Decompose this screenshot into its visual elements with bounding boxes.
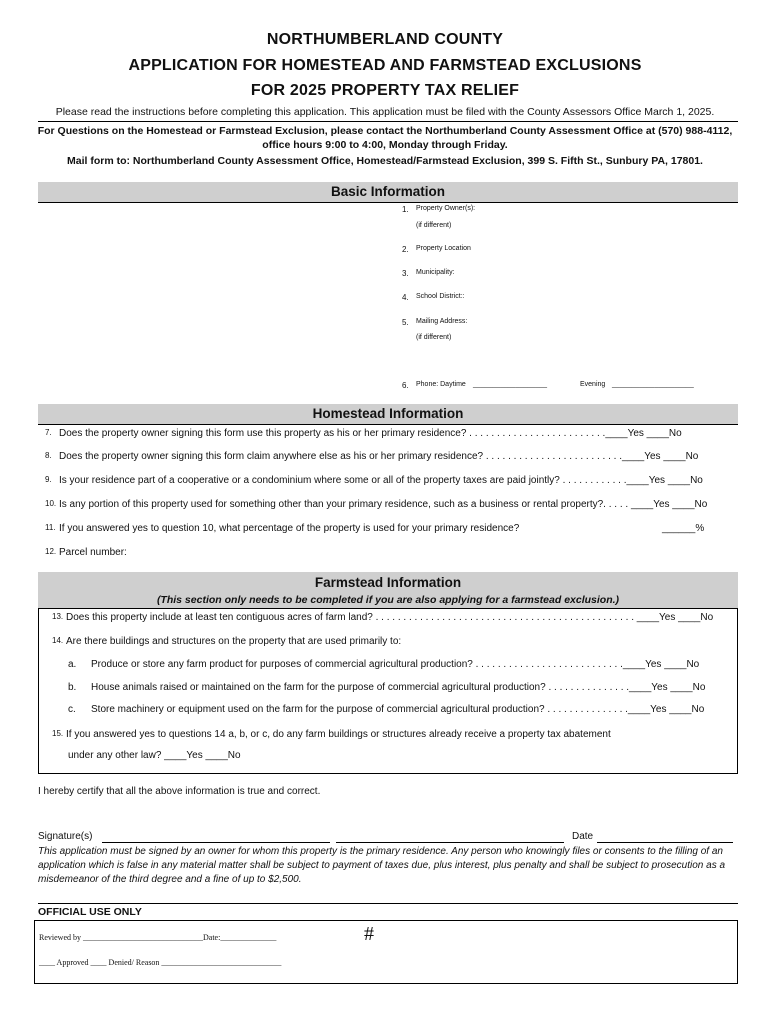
q11-percent-blank[interactable]: ______% <box>662 523 705 534</box>
municipality-label: Municipality: <box>416 269 455 276</box>
basic-num-2: 2. <box>402 245 409 254</box>
basic-num-6: 6. <box>402 381 409 390</box>
title-application: APPLICATION FOR HOMESTEAD AND FARMSTEAD EXCLUSIONS <box>128 57 642 74</box>
reviewed-by-line: Reviewed by ______________________________Date:______________ <box>39 933 277 942</box>
signature-legal-note: This application must be signed by an owner for whom this property is the primary residence. Any person who knowingly files or consents to the filling of an application which is false in any material matter shall be subject to payment of taxes due, plus interest, plus penalty and shall be subject to prosecution as a misdemeanor of the third degree and a fine of up to $2,500. <box>38 846 726 885</box>
q11-num: 11. <box>45 523 56 532</box>
divider <box>38 903 738 904</box>
mailing-address-label: Mailing Address: <box>416 318 468 325</box>
q8-text: Does the property owner signing this form claim anywhere else as his or her primary residence? . . . . . . . . . . . . . . . . . . . . . . . . .____Yes ____No <box>59 451 699 462</box>
basic-num-3: 3. <box>402 269 409 278</box>
phone-evening-label: Evening <box>580 381 606 388</box>
divider <box>38 424 738 425</box>
contact-line-1: For Questions on the Homestead or Farmstead Exclusion, please contact the Northumberland County Assessment Office at (570) 988-4112, <box>37 125 733 137</box>
q15-text-line2: under any other law? ____Yes ____No <box>68 750 241 761</box>
divider <box>38 202 738 203</box>
q14c-text: Store machinery or equipment used on the farm for the purpose of commercial agricultural production? . . . . . . . . . . . . . . .____Yes ____No <box>91 704 705 715</box>
property-owner-sub: (if different) <box>416 222 452 229</box>
q9-num: 9. <box>45 475 52 484</box>
phone-evening-blank[interactable]: _____________________ <box>612 381 694 388</box>
basic-info-header: Basic Information <box>38 182 738 202</box>
date-line[interactable] <box>597 842 733 843</box>
q9-text: Is your residence part of a cooperative or a condominium where some or all of the property taxes are paid jointly? . . . . . . . . . . . .____Yes ____No <box>59 475 703 486</box>
signature-line-1[interactable] <box>102 842 330 843</box>
title-relief: FOR 2025 PROPERTY TAX RELIEF <box>250 82 520 99</box>
phone-daytime-blank[interactable]: ___________________ <box>473 381 547 388</box>
q7-text: Does the property owner signing this form use this property as his or her primary residence? . . . . . . . . . . . . . . . . . . . . . . . . .____Yes ____No <box>59 428 682 439</box>
contact-line-2: office hours 9:00 to 4:00, Monday through Friday. <box>262 139 508 151</box>
q14b-text: House animals raised or maintained on the farm for the purpose of commercial agricultural production? . . . . . . . . . . . . . . .____Yes ____No <box>91 682 706 693</box>
farmstead-info-header: Farmstead Information <box>38 572 738 594</box>
q8-num: 8. <box>45 451 52 460</box>
property-location-label: Property Location <box>416 245 471 252</box>
basic-num-1: 1. <box>402 205 409 214</box>
homestead-info-header: Homestead Information <box>38 404 738 424</box>
certify-statement: I hereby certify that all the above information is true and correct. <box>38 786 321 797</box>
divider <box>38 121 738 122</box>
q7-num: 7. <box>45 428 52 437</box>
official-use-title: OFFICIAL USE ONLY <box>38 906 142 918</box>
q13-num: 13. <box>52 612 64 621</box>
mail-address: Mail form to: Northumberland County Assessment Office, Homestead/Farmstead Exclusion, 399 S. Fifth St., Sunbury PA, 17801. <box>67 155 703 167</box>
q14-num: 14. <box>52 636 64 645</box>
q15-num: 15. <box>52 729 64 738</box>
q14a-letter: a. <box>68 659 77 670</box>
q14-text: Are there buildings and structures on the property that are used primarily to: <box>66 636 402 647</box>
instructions-text: Please read the instructions before completing this application. This application must be filed with the County Assessors Office March 1, 2025. <box>55 106 715 118</box>
q10-num: 10. <box>45 499 57 508</box>
school-district-label: School District:: <box>416 293 465 300</box>
property-owner-label: Property Owner(s): <box>416 205 476 212</box>
q14b-letter: b. <box>68 682 77 693</box>
q14a-text: Produce or store any farm product for purposes of commercial agricultural production? . . . . . . . . . . . . . . . . . . . . . . . . . . .____Yes ____No <box>91 659 700 670</box>
q15-text: If you answered yes to questions 14 a, b, or c, do any farm buildings or structures already receive a property tax abatement <box>66 729 611 740</box>
signature-label: Signature(s) <box>38 831 93 842</box>
basic-num-5: 5. <box>402 318 409 327</box>
q13-text: Does this property include at least ten contiguous acres of farm land? . . . . . . . . . . . . . . . . . . . . . . . . . . . . . . . . . . . . . . . . . . . . . . . ____Yes ____No <box>66 612 714 623</box>
approval-line: ____ Approved ____ Denied/ Reason ______________________________ <box>39 958 282 967</box>
basic-num-4: 4. <box>402 293 409 302</box>
mailing-address-sub: (if different) <box>416 334 452 341</box>
farmstead-subtitle: (This section only needs to be completed if you are also applying for a farmstead exclusion.) <box>38 594 738 608</box>
q11-text: If you answered yes to question 10, what percentage of the property is used for your primary residence? <box>59 523 520 534</box>
q12-num: 12. <box>45 547 57 556</box>
date-label: Date <box>572 831 594 842</box>
case-number-hash: # <box>364 923 374 945</box>
phone-daytime-label: Phone: Daytime <box>416 381 466 388</box>
signature-line-2[interactable] <box>336 842 564 843</box>
title-county: NORTHUMBERLAND COUNTY <box>266 31 504 48</box>
q10-text: Is any portion of this property used for something other than your primary residence, such as a business or rental property?. . . . . ____Yes ____No <box>59 499 708 510</box>
q12-text: Parcel number: <box>59 547 127 558</box>
official-use-box <box>34 920 738 984</box>
q14c-letter: c. <box>68 704 76 715</box>
